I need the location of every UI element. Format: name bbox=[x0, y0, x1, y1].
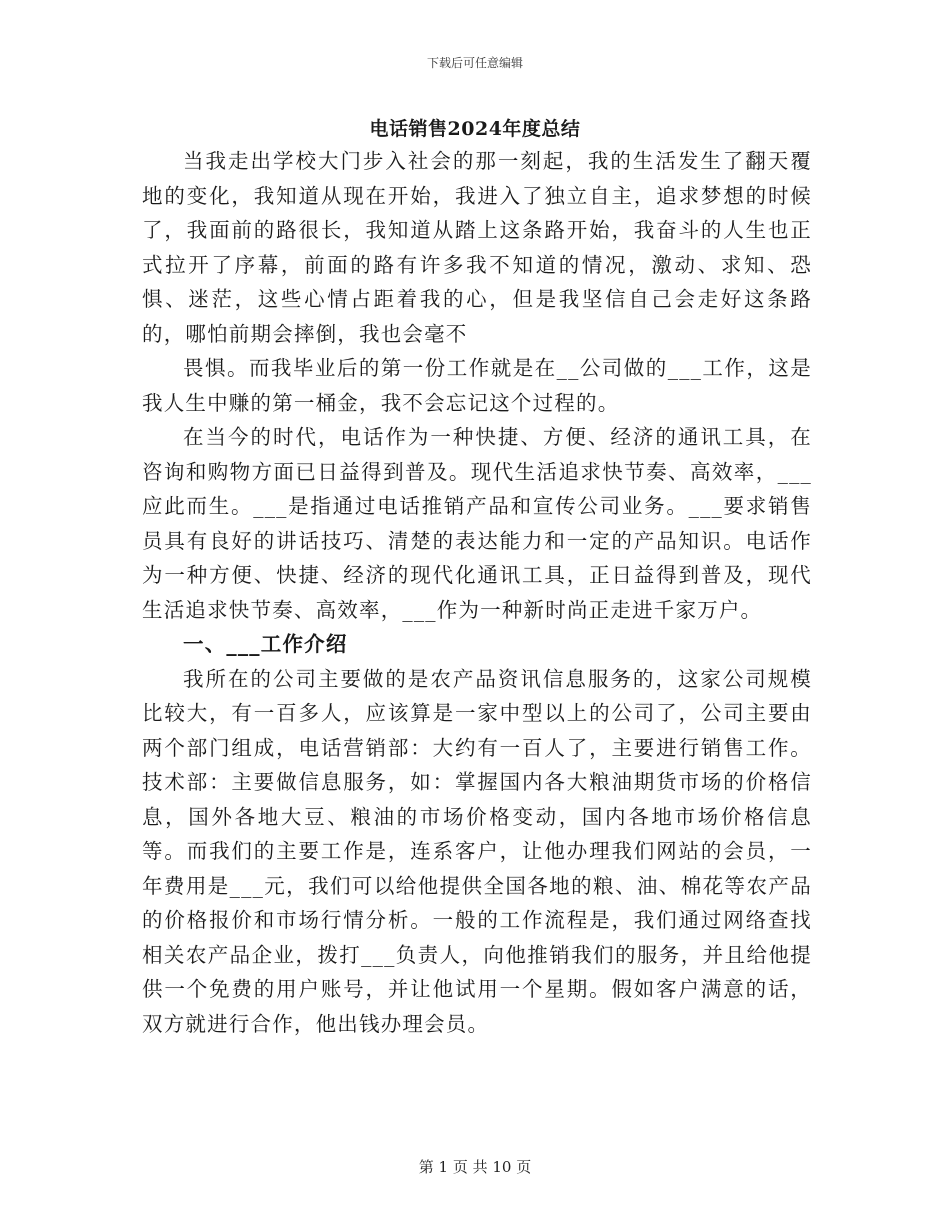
page-header-note: 下载后可任意编辑 bbox=[426, 56, 523, 70]
paragraph-company-intro: 我所在的公司主要做的是农产品资讯信息服务的，这家公司规模比较大，有一百多人，应该算是一家中型以上的公司了，公司主要由两个部门组成，电话营销部：大约有一百人了，主要进行销售工作。技术部：主要做信息服务，如：掌握国内各大粮油期货市场的价格信息，国外各地大豆、粮油的市场价格变动，国内各地市场价格信息等。而我们的主要工作是，连系客户，让他办理我们网站的会员，一年费用是___元，我们可以给他提供全国各地的粮、油、棉花等农产品的价格报价和市场行情分析。一般的工作流程是，我们通过网络查找相关农产品企业，拨打___负责人，向他推销我们的服务，并且给他提供一个免费的用户账号，并让他试用一个星期。假如客户满意的话，双方就进行合作，他出钱办理会员。 bbox=[142, 666, 812, 1036]
section-heading: 一、___工作介绍 bbox=[183, 632, 348, 656]
document-body bbox=[142, 144, 812, 1041]
page-number: 第 1 页 共 10 页 bbox=[418, 1158, 532, 1176]
document-title: 电话销售2024年度总结 bbox=[369, 118, 581, 140]
paragraph-telephone-sales: 在当今的时代，电话作为一种快捷、方便、经济的通讯工具，在咨询和购物方面已日益得到普及。现代生活追求快节奏、高效率，___应此而生。___是指通过电话推销产品和宣传公司业务。___要求销售员具有良好的讲话技巧、清楚的表达能力和一定的产品知识。电话作为一种方便、快捷、经济的现代化通讯工具，正日益得到普及，现代生活追求快节奏、高效率，___作为一种新时尚正走进千家万户。 bbox=[142, 425, 812, 622]
paragraph-intro: 当我走出学校大门步入社会的那一刻起，我的生活发生了翻天覆地的变化，我知道从现在开始，我进入了独立自主，追求梦想的时候了，我面前的路很长，我知道从踏上这条路开始，我奋斗的人生也正式拉开了序幕，前面的路有许多我不知道的情况，激动、求知、恐惧、迷茫，这些心情占距着我的心，但是我坚信自己会走好这条路的，哪怕前期会摔倒，我也会毫不 bbox=[142, 149, 812, 346]
paragraph-first-job: 畏惧。而我毕业后的第一份工作就是在__公司做的___工作，这是我人生中赚的第一桶金，我不会忘记这个过程的。 bbox=[142, 356, 812, 415]
